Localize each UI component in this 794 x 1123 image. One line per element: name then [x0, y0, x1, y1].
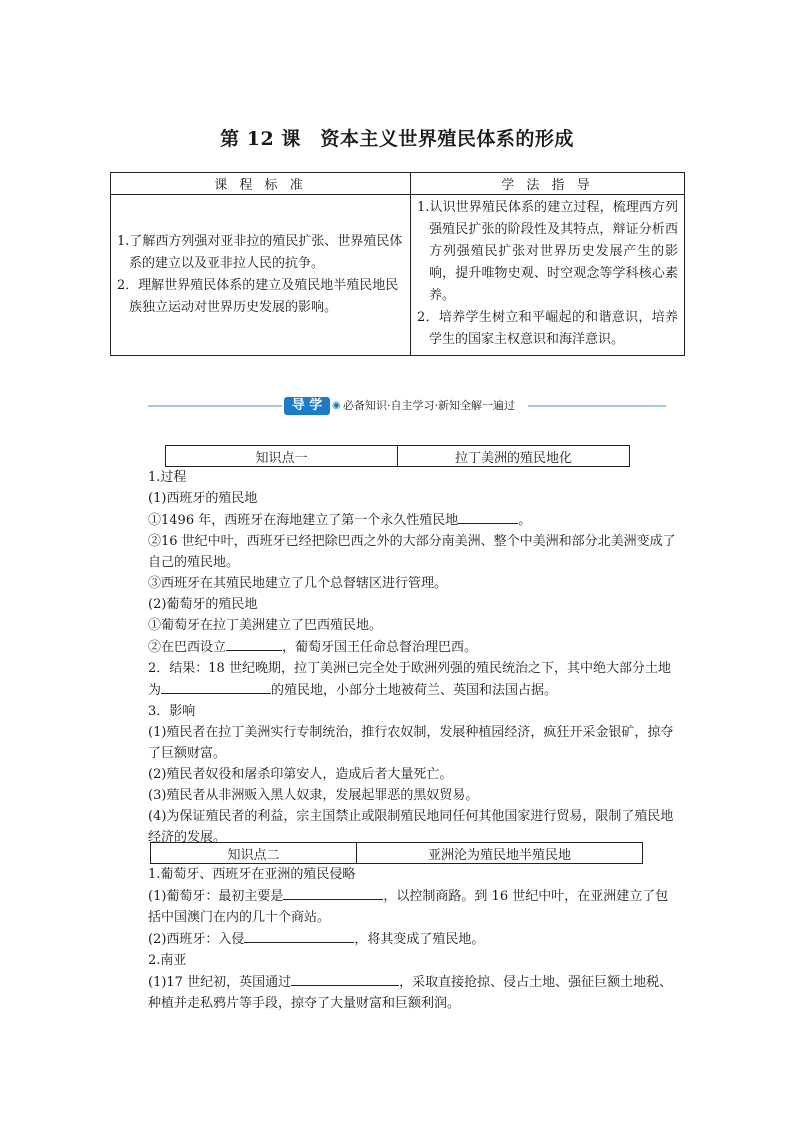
fill-blank[interactable] [283, 885, 383, 900]
list-item: ①1496 年，西班牙在海地建立了第一个永久性殖民地 。 [148, 509, 678, 531]
list-item: ②16 世纪中叶，西班牙已经把除巴西之外的大部分南美洲、整个中美洲和部分北美洲变成了自己的殖民地。 [148, 534, 676, 570]
kp-topic: 拉丁美洲的殖民地化 [398, 446, 630, 467]
heading: 3．影响 [148, 704, 196, 719]
list-item: ③西班牙在其殖民地建立了几个总督辖区进行管理。 [148, 576, 448, 591]
standard-item: 1.了解西方列强对亚非拉的殖民扩张、世界殖民体系的建立以及亚非拉人民的抗争。 [117, 234, 403, 271]
heading: 2.南亚 [148, 953, 187, 968]
section-2-body [148, 864, 678, 1014]
fill-blank[interactable] [226, 636, 282, 651]
list-item: ①葡萄牙在拉丁美洲建立了巴西殖民地。 [148, 618, 383, 633]
curriculum-standard-header: 课 程 标 准 [111, 173, 411, 195]
banner-tag: 导 学 [284, 397, 330, 415]
fill-blank[interactable] [291, 971, 399, 986]
study-guide-cell [411, 195, 685, 356]
page-title: 第 12 课 资本主义世界殖民体系的形成 [220, 128, 574, 150]
banner-divider [148, 405, 282, 407]
subheading: (2)葡萄牙的殖民地 [148, 597, 258, 612]
knowledge-point-2 [150, 842, 643, 864]
subheading: (1)西班牙的殖民地 [148, 491, 258, 506]
knowledge-point-1 [165, 445, 630, 467]
section-banner [148, 396, 666, 416]
heading: 2．结果：18 世纪晚期，拉丁美洲已完全处于欧洲列强的殖民统治之下，其中绝大部分土地为 的殖民地，小部分土地被荷兰、英国和法国占据。 [148, 661, 671, 698]
list-item: (1)殖民者在拉丁美洲实行专制统治，推行农奴制，发展种植园经济，疯狂开采金银矿，掠夺了巨额财富。 [148, 725, 674, 761]
guide-item: 2．培养学生树立和平崛起的和谐意识，培养学生的国家主权意识和海洋意识。 [417, 310, 678, 347]
fill-blank[interactable] [244, 928, 354, 943]
list-item: (2)西班牙：入侵 ，将其变成了殖民地。 [148, 928, 678, 950]
kp-label: 知识点一 [166, 446, 398, 467]
list-item: (1)17 世纪初，英国通过 ，采取直接抢掠、侵占土地、强征巨额土地税、种植并走私鸦片等手段，掠夺了大量财富和巨额利润。 [148, 971, 678, 1014]
curriculum-standard-cell [111, 195, 411, 356]
banner-subtitle: 必备知识·自主学习·新知全解一遍过 [343, 399, 515, 412]
kp-topic: 亚洲沦为殖民地半殖民地 [357, 843, 643, 864]
guide-item: 1.认识世界殖民体系的建立过程，梳理西方列强殖民扩张的阶段性及其特点，辩证分析西方列强殖民扩张对世界历史发展产生的影响，提升唯物史观、时空观念等学科核心素养。 [417, 200, 678, 303]
bullet-icon: ◉ [332, 400, 341, 411]
fill-blank[interactable] [161, 679, 271, 694]
heading: 1.过程 [148, 470, 187, 485]
section-1-body [148, 467, 678, 848]
fill-blank[interactable] [458, 509, 518, 524]
heading: 1.葡萄牙、西班牙在亚洲的殖民侵略 [148, 867, 356, 882]
list-item: (2)殖民者奴役和屠杀印第安人，造成后者大量死亡。 [148, 767, 453, 782]
list-item: (3)殖民者从非洲贩入黑人奴隶，发展起罪恶的黑奴贸易。 [148, 788, 479, 803]
banner-divider [528, 405, 666, 407]
list-item: ②在巴西设立 ，葡萄牙国王任命总督治理巴西。 [148, 636, 678, 658]
curriculum-table [110, 172, 685, 356]
kp-label: 知识点二 [151, 843, 357, 864]
standard-item: 2．理解世界殖民体系的建立及殖民地半殖民地民族独立运动对世界历史发展的影响。 [117, 278, 399, 315]
list-item: (4)为保证殖民者的利益，宗主国禁止或限制殖民地同任何其他国家进行贸易，限制了殖民地经济的发展。 [148, 809, 674, 845]
list-item: (1)葡萄牙：最初主要是 ，以控制商路。到 16 世纪中叶，在亚洲建立了包括中国澳门在内的几十个商站。 [148, 885, 678, 928]
study-guide-header: 学 法 指 导 [411, 173, 685, 195]
